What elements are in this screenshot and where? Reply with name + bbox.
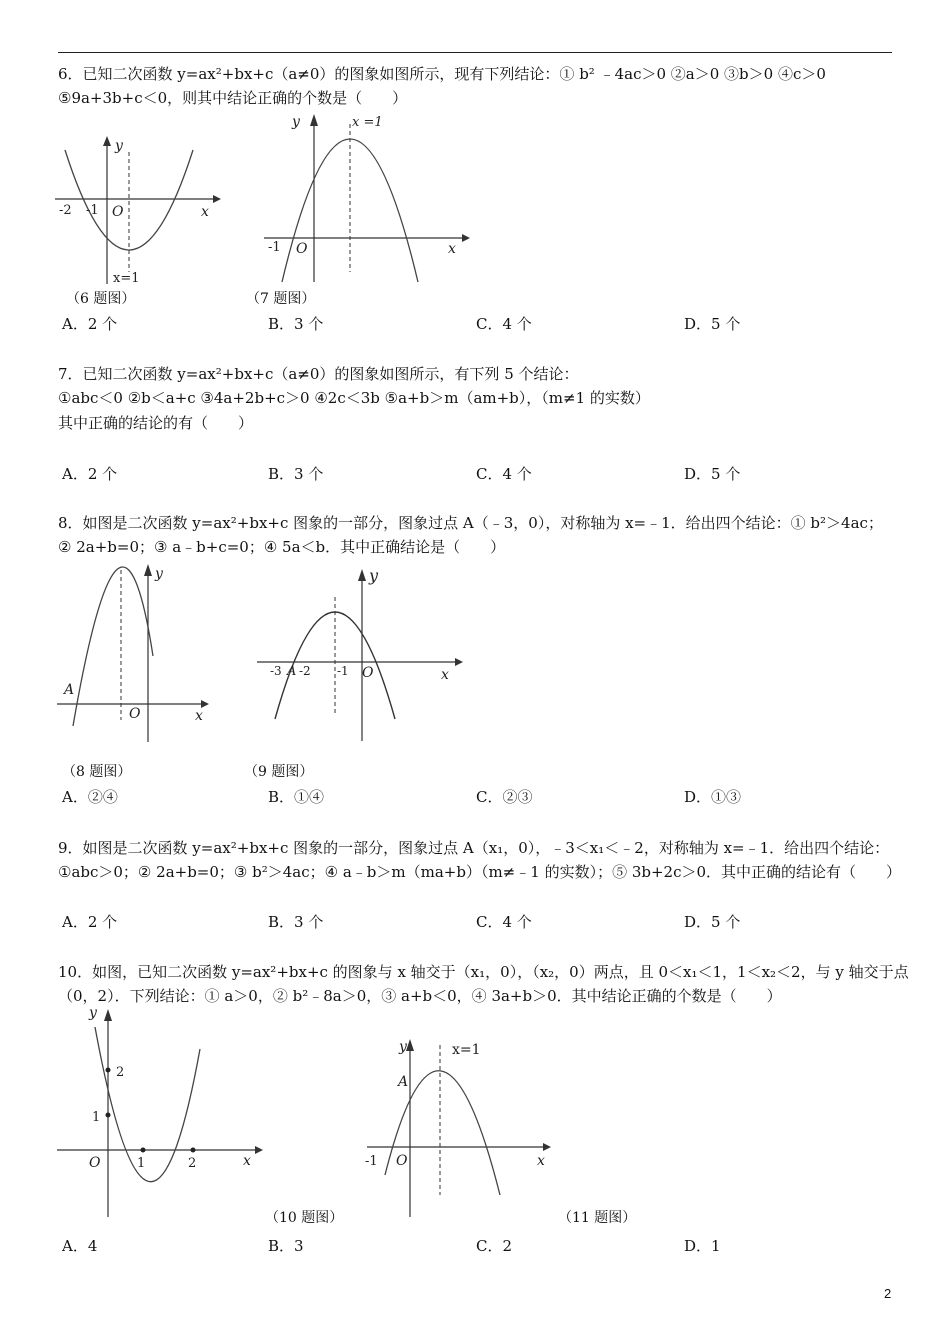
q10-text-line1: 10．如图，已知二次函数 y=ax²+bx+c 的图象与 x 轴交于（x₁，0），（x₂，0）两点，且 0＜x₁＜1，1＜x₂＜2，与 y 轴交于点 — [58, 963, 909, 981]
fig10-x1-label: 1 — [137, 1156, 146, 1171]
q8-option-a[interactable]: A．②④ — [62, 788, 118, 806]
q6-option-d[interactable]: D．5 个 — [684, 315, 741, 333]
fig11-x-label: x — [537, 1153, 545, 1169]
fig7-x-label: x — [448, 241, 456, 257]
q8-text-line1: 8．如图是二次函数 y=ax²+bx+c 图象的一部分，图象过点 A（﹣3，0），对称轴为 x=﹣1．给出四个结论：① b²＞4ac； — [58, 514, 883, 532]
fig10-x2-label: 2 — [188, 1156, 197, 1171]
q9-option-d[interactable]: D．5 个 — [684, 913, 741, 931]
fig11-origin-label: O — [396, 1153, 408, 1169]
fig11-point-a-label: A — [398, 1074, 409, 1090]
fig7-y-label: y — [292, 114, 300, 130]
q7-option-a[interactable]: A．2 个 — [62, 465, 118, 483]
fig11-minus1-label: -1 — [365, 1154, 378, 1169]
fig9-y-label: y — [369, 566, 379, 585]
fig9-minus3-label: -3 — [270, 664, 282, 678]
fig8-point-a-label: A — [64, 682, 75, 698]
figure-6-graph — [55, 132, 225, 292]
fig8-origin-label: O — [129, 706, 141, 722]
q9-option-b[interactable]: B．3 个 — [268, 913, 324, 931]
fig6-y-label: y — [115, 138, 123, 154]
q10-option-c[interactable]: C．2 — [476, 1237, 513, 1255]
fig11-axis-label: x=1 — [452, 1042, 481, 1058]
fig10-y1-label: 1 — [92, 1110, 101, 1125]
fig9-minus2-label: -2 — [299, 664, 311, 678]
page-number: 2 — [884, 1286, 892, 1301]
q9-text-line1: 9．如图是二次函数 y=ax²+bx+c 图象的一部分，图象过点 A（x₁，0），﹣3＜x₁＜﹣2，对称轴为 x=﹣1．给出四个结论： — [58, 839, 890, 857]
q6-option-b[interactable]: B．3 个 — [268, 315, 324, 333]
figure-9-graph — [255, 565, 470, 745]
fig9-minus1-label: -1 — [337, 664, 349, 678]
q9-option-a[interactable]: A．2 个 — [62, 913, 118, 931]
figure-10-graph — [55, 1005, 270, 1220]
fig8-y-label: y — [155, 566, 163, 582]
q6-option-c[interactable]: C．4 个 — [476, 315, 532, 333]
caption-fig9: （9 题图） — [244, 764, 314, 780]
fig10-y-label: y — [89, 1005, 97, 1021]
q7-text-line2: ①abc＜0 ②b＜a+c ③4a+2b+c＞0 ④2c＜3b ⑤a+b＞m（am+b），（m≠1 的实数） — [58, 389, 650, 407]
top-rule — [58, 52, 892, 53]
q6-option-a[interactable]: A．2 个 — [62, 315, 118, 333]
q7-option-d[interactable]: D．5 个 — [684, 465, 741, 483]
q8-option-b[interactable]: B．①④ — [268, 788, 325, 806]
q6-text-line2: ⑤9a+3b+c＜0，则其中结论正确的个数是（ ） — [58, 89, 408, 107]
figure-8-graph — [55, 560, 220, 745]
q6-text-line1: 6．已知二次函数 y=ax²+bx+c（a≠0）的图象如图所示，现有下列结论：① b² ﹣4ac＞0 ②a＞0 ③b＞0 ④c＞0 — [58, 65, 826, 83]
fig6-origin-label: O — [112, 204, 124, 220]
fig9-x-label: x — [441, 667, 449, 683]
fig9-origin-label: O — [362, 665, 374, 681]
q10-text-line2: （0，2）．下列结论：① a＞0，② b²﹣8a＞0，③ a+b＜0，④ 3a+b＞0．其中结论正确的个数是（ ） — [58, 987, 782, 1005]
q9-option-c[interactable]: C．4 个 — [476, 913, 532, 931]
fig7-axis-label: x =1 — [352, 115, 383, 130]
figure-7-graph — [262, 110, 477, 290]
fig7-origin-label: O — [296, 241, 308, 257]
q8-text-line2: ② 2a+b=0；③ a﹣b+c=0；④ 5a＜b．其中正确结论是（ ） — [58, 538, 506, 556]
q7-option-b[interactable]: B．3 个 — [268, 465, 324, 483]
fig10-origin-label: O — [89, 1155, 101, 1171]
fig10-x-label: x — [243, 1153, 251, 1169]
fig8-x-label: x — [195, 708, 203, 724]
q8-option-c[interactable]: C．②③ — [476, 788, 533, 806]
q7-text-line1: 7．已知二次函数 y=ax²+bx+c（a≠0）的图象如图所示，有下列 5 个结论： — [58, 365, 579, 383]
q10-option-a[interactable]: A．4 — [62, 1237, 98, 1255]
fig7-minus1-label: -1 — [268, 240, 281, 255]
fig10-y2-label: 2 — [116, 1065, 125, 1080]
fig6-axis-label: x=1 — [113, 271, 140, 286]
q7-text-line3: 其中正确的结论的有（ ） — [58, 414, 254, 432]
q10-option-d[interactable]: D．1 — [684, 1237, 721, 1255]
q8-option-d[interactable]: D．①③ — [684, 788, 742, 806]
fig6-minus2-label: -2 — [59, 203, 72, 218]
fig9-point-a-label: A — [287, 664, 297, 679]
figure-11-graph — [365, 1035, 560, 1220]
caption-fig8: （8 题图） — [62, 764, 132, 780]
caption-fig11: （11 题图） — [558, 1210, 637, 1226]
q7-option-c[interactable]: C．4 个 — [476, 465, 532, 483]
caption-fig10: （10 题图） — [265, 1210, 344, 1226]
fig6-minus1-label: -1 — [86, 203, 99, 218]
q9-text-line2: ①abc＞0；② 2a+b=0；③ b²＞4ac；④ a﹣b＞m（ma+b）（m≠﹣1 的实数）；⑤ 3b+2c＞0．其中正确的结论有（ ） — [58, 863, 902, 881]
fig11-y-label: y — [399, 1039, 407, 1055]
q10-option-b[interactable]: B．3 — [268, 1237, 304, 1255]
fig6-x-label: x — [201, 204, 209, 220]
caption-fig6: （6 题图） — [66, 291, 136, 307]
caption-fig7: （7 题图） — [246, 291, 316, 307]
